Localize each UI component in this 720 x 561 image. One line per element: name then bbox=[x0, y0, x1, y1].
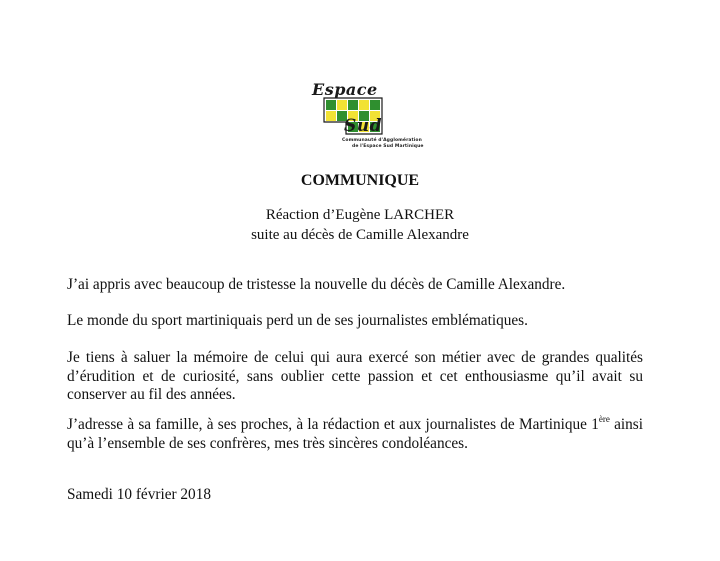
logo-caption-line1: Communauté d'Agglomération bbox=[342, 138, 422, 143]
paragraph-4-text-a: J’adresse à sa famille, à ses proches, à la rédaction et aux journalistes de Martinique 1 bbox=[67, 416, 599, 433]
paragraph-4-superscript: ère bbox=[598, 414, 610, 424]
paragraph-3: Je tiens à saluer la mémoire de celui qui aura exercé son métier avec de grandes qualités d’érudition et de curiosité, sans oublier cette passion et cet enthousiasme qu’il avait su conserver au fil des années. bbox=[67, 349, 643, 403]
document-subtitle-line1: Réaction d’Eugène LARCHER bbox=[265, 207, 455, 223]
paragraph-2: Le monde du sport martiniquais perd un de ses journalistes emblématiques. bbox=[67, 312, 528, 329]
document-subtitle-line2: suite au décès de Camille Alexandre bbox=[251, 227, 469, 243]
document-date: Samedi 10 février 2018 bbox=[67, 486, 212, 503]
logo-word-sud: Sud bbox=[344, 116, 383, 136]
espace-sud-logo bbox=[300, 76, 424, 166]
logo-word-espace: Espace bbox=[312, 80, 378, 99]
logo-caption-line2: de l'Espace Sud Martinique bbox=[352, 144, 424, 149]
paragraph-4-text-b: ainsi qu’à l’ensemble de ses confrères, mes très sincères condoléances. bbox=[67, 416, 643, 452]
paragraph-1: J’ai appris avec beaucoup de tristesse la nouvelle du décès de Camille Alexandre. bbox=[67, 276, 566, 293]
paragraph-4 bbox=[67, 416, 643, 453]
document-title: COMMUNIQUE bbox=[300, 172, 420, 189]
